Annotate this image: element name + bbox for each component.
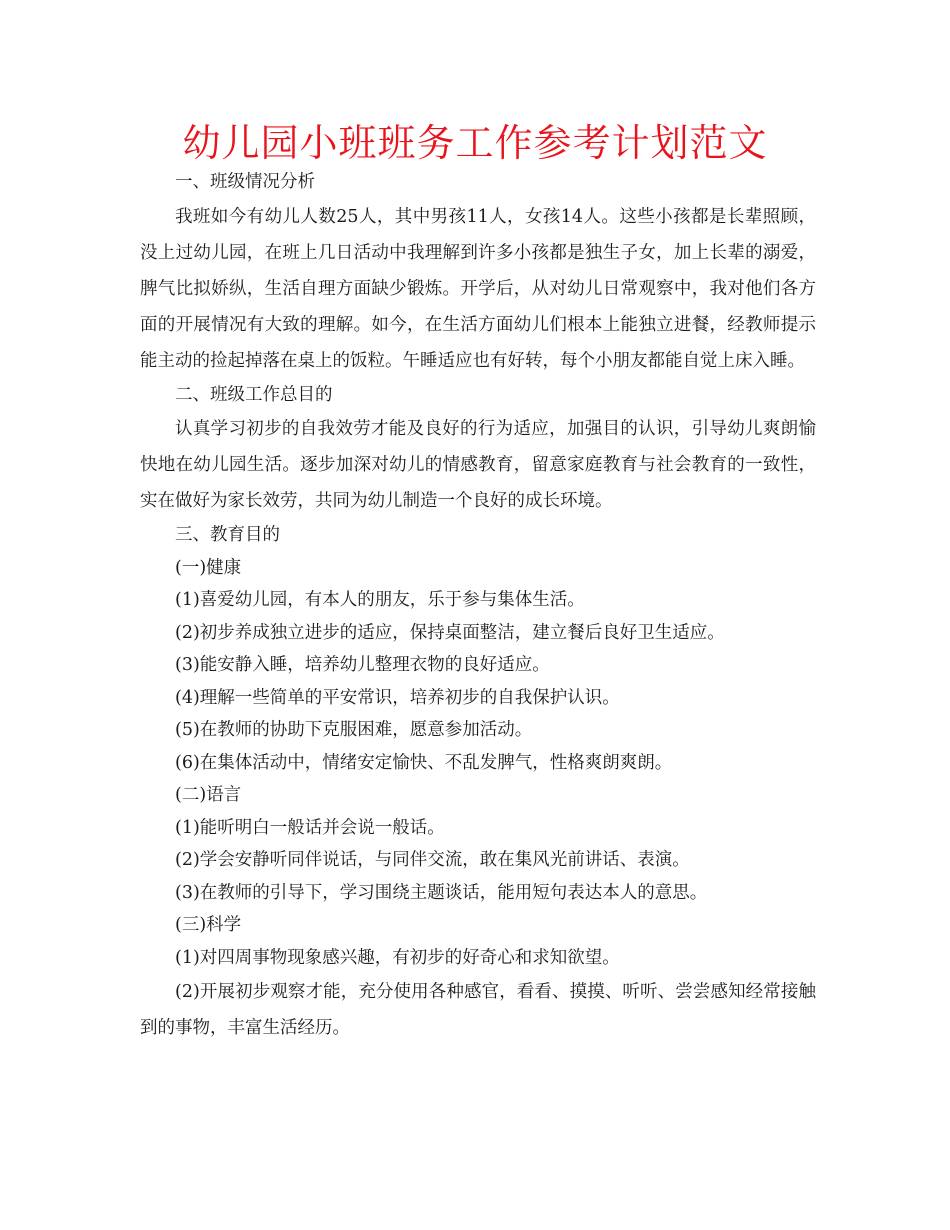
document-title: 幼儿园小班班务工作参考计划范文 [182,121,768,165]
document-body [140,166,816,1046]
list-item: (1)对四周事物现象感兴趣，有初步的好奇心和求知欲望。 [175,947,620,968]
subsection-heading: (二)语言 [175,785,242,805]
list-item: (4)理解一些简单的平安常识，培养初步的自我保护认识。 [175,687,620,708]
list-item: (2)学会安静听同伴说话，与同伴交流，敢在集风光前讲话、表演。 [175,850,690,870]
list-item: (2)开展初步观察才能，充分使用各种感官，看看、摸摸、听听、尝尝感知经常接触到的事物，丰富生活经历。 [140,982,816,1038]
list-item: (5)在教师的协助下克服困难，愿意参加活动。 [175,720,533,740]
list-item: (1)能听明白一般话并会说一般话。 [175,817,445,838]
list-item: (3)在教师的引导下，学习围绕主题谈话，能用短句表达本人的意思。 [175,882,708,903]
section-heading: 三、教育目的 [175,525,280,545]
list-item: (1)喜爱幼儿园，有本人的朋友，乐于参与集体生活。 [175,590,585,610]
section-heading: 一、班级情况分析 [175,172,315,192]
subsection-heading: (一)健康 [175,557,242,578]
list-item: (6)在集体活动中，情绪安定愉快、不乱发脾气，性格爽朗爽朗。 [175,752,673,773]
section-heading: 二、班级工作总目的 [175,384,333,405]
list-item: (2)初步养成独立进步的适应，保持桌面整洁，建立餐后良好卫生适应。 [175,622,725,643]
subsection-heading: (三)科学 [175,915,242,935]
body-paragraph: 认真学习初步的自我效劳才能及良好的行为适应，加强目的认识，引导幼儿爽朗愉快地在幼儿园生活。逐步加深对幼儿的情感教育，留意家庭教育与社会教育的一致性，实在做好为家长效劳，共同为幼儿制造一个良好的成长环境。 [140,419,816,511]
body-paragraph: 我班如今有幼儿人数25人，其中男孩11人，女孩14人。这些小孩都是长辈照顾，没上过幼儿园，在班上几日活动中我理解到许多小孩都是独生子女，加上长辈的溺爱，脾气比拟娇纵，生活自理方面缺少锻炼。开学后，从对幼儿日常观察中，我对他们各方面的开展情况有大致的理解。如今，在生活方面幼儿们根本上能独立进餐，经教师提示能主动的捡起掉落在桌上的饭粒。午睡适应也有好转，每个小朋友都能自觉上床入睡。 [140,206,816,371]
list-item: (3)能安静入睡，培养幼儿整理衣物的良好适应。 [175,655,550,675]
